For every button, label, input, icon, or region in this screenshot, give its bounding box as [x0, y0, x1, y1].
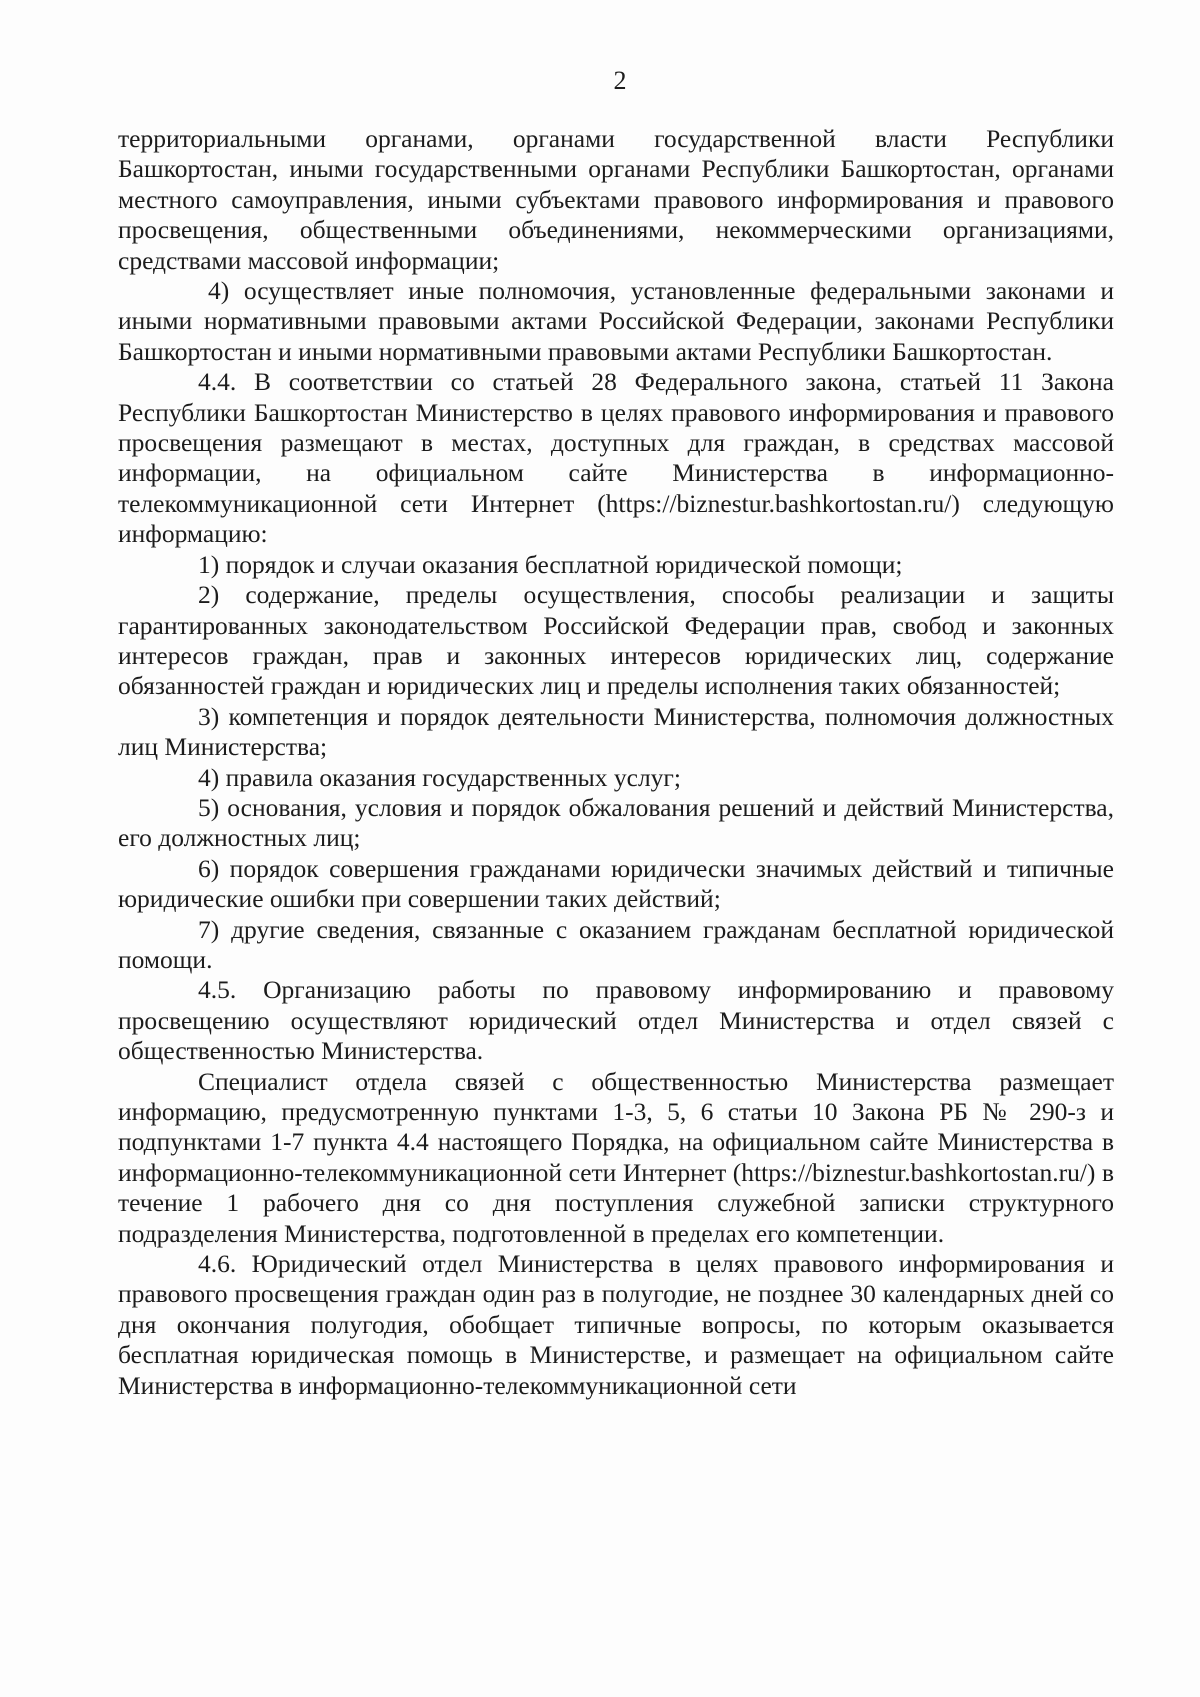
section-4-6: 4.6. Юридический отдел Министерства в целях правового информирования и правового просвещения граждан один раз в полугодие, не позднее 30 календарных дней со дня окончания полугодия, обобщает типичные вопросы, по которым оказывается бесплатная юридическая помощь в Министерстве, и размещает на официальном сайте Министерства в информационно-телекоммуникационной сети — [118, 1249, 1114, 1400]
list-item-6: 6) порядок совершения гражданами юридически значимых действий и типичные юридические ошибки при совершении таких действий; — [118, 853, 1114, 914]
list-item-1: 1) порядок и случаи оказания бесплатной юридической помощи; — [198, 549, 903, 579]
list-item-5: 5) основания, условия и порядок обжалования решений и действий Министерства, его должностных лиц; — [118, 792, 1114, 853]
section-4-5: 4.5. Организацию работы по правовому информированию и правовому просвещению осуществляют юридический отдел Министерства и отдел связей с общественностью Министерства. — [118, 975, 1114, 1066]
list-item-4b: 4) правила оказания государственных услуг; — [198, 762, 681, 792]
list-item-4: 4) осуществляет иные полномочия, установленные федеральными законами и иными нормативными правовыми актами Российской Федерации, законами Республики Башкортостан и иными нормативными правовыми актами Республики Башкортостан. — [118, 276, 1114, 366]
list-item-2: 2) содержание, пределы осуществления, способы реализации и защиты гарантированных законодательством Российской Федерации прав, свобод и законных интересов граждан, прав и законных интересов юридических лиц, содержание обязанностей граждан и юридических лиц и пределы исполнения таких обязанностей; — [118, 580, 1114, 701]
paragraph-specialist: Специалист отдела связей с общественностью Министерства размещает информацию, предусмотренную пунктами 1-3, 5, 6 статьи 10 Закона РБ № 290-з и подпунктами 1-7 пункта 4.4 настоящего Порядка, на официальном сайте Министерства в информационно-телекоммуникационной сети Интернет (https://biznestur.bashkortostan.ru/) в течение 1 рабочего дня со дня поступления служебной записки структурного подразделения Министерства, подготовленной в пределах его компетенции. — [118, 1066, 1114, 1248]
section-4-4: 4.4. В соответствии со статьей 28 Федерального закона, статьей 11 Закона Республики Башкортостан Министерство в целях правового информирования и правового просвещения размещают в местах, доступных для граждан, в средствах массовой информации, на официальном сайте Министерства в информационно-телекоммуникационной сети Интернет (https://biznestur.bashkortostan.ru/) следующую информацию: — [118, 367, 1114, 549]
list-item-7: 7) другие сведения, связанные с оказанием гражданам бесплатной юридической помощи. — [118, 914, 1114, 974]
paragraph-continued: территориальными органами, органами государственной власти Республики Башкортостан, иными государственными органами Республики Башкортостан, органами местного самоуправления, иными субъектами правового информирования и правового просвещения, общественными объединениями, некоммерческими организациями, средствами массовой информации; — [118, 124, 1114, 275]
document-body — [118, 124, 1114, 1401]
list-item-3: 3) компетенция и порядок деятельности Министерства, полномочия должностных лиц Министерства; — [118, 701, 1114, 762]
page-number: 2 — [613, 66, 627, 95]
